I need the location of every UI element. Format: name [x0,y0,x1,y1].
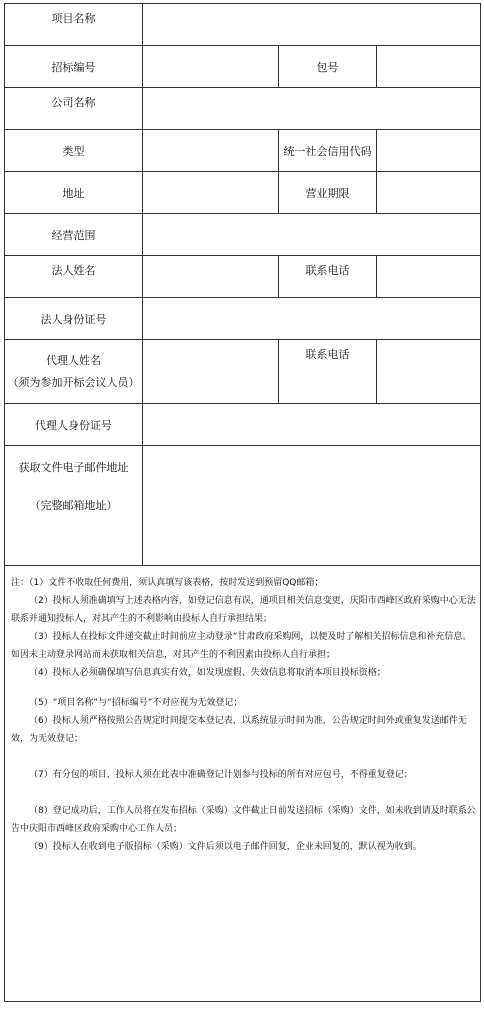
contact-phone-label: 联系电话 [279,256,377,298]
company-name-field[interactable] [143,88,481,130]
agent-id-label: 代理人身份证号 [5,404,143,446]
note-7: （7）有分包的项目，投标人须在此表中准确登记计划参与投标的所有对应包号，不得重复登记； [29,770,413,780]
type-label: 类型 [5,130,143,172]
package-number-field[interactable] [377,46,481,88]
agent-id-field[interactable] [143,404,481,446]
note-9: （9）投标人在收到电子版招标（采购）文件后须以电子邮件回复，企业未回复的，默认视为收到。 [29,842,422,852]
legal-id-label: 法人身份证号 [5,298,143,340]
business-term-field[interactable] [377,172,481,214]
project-name-field[interactable] [143,4,481,46]
bid-number-label: 招标编号 [5,46,143,88]
legal-person-field[interactable] [143,256,279,298]
note-6: （6）投标人须严格按照公告规定时间提交本登记表，以系统显示时间为准，公告规定时间外或重复发送邮件无效，为无效登记； [11,716,467,744]
bid-number-field[interactable] [143,46,279,88]
legal-person-label: 法人姓名 [5,256,143,298]
notes-cell [5,566,481,1002]
company-name-label: 公司名称 [5,88,143,130]
note-2: （2）投标人须准确填写上述表格内容，如登记信息有误，通项目相关信息变更，庆阳市西峰区政府采购中心无法联系并通知投标人，对其产生的不利影响由投标人自行承担结果； [11,596,476,624]
agent-name-note: （须为参加开标会议人员） [7,375,140,389]
note-1: 注：（1）文件不收取任何费用，须认真填写该表格，按时发送到预留QQ邮箱； [11,578,324,588]
note-5: （5）“项目名称”与“招标编号”不对应视为无效登记； [29,698,243,708]
agent-name-field[interactable] [143,340,279,404]
business-scope-field[interactable] [143,214,481,256]
note-8: （8）登记成功后，工作人员将在发布招标（采购）文件截止日前发送招标（采购）文件，如未收到请及时联系公告中庆阳市西峰区政府采购中心工作人员； [11,806,476,834]
credit-code-field[interactable] [377,130,481,172]
agent-phone-label: 联系电话 [279,340,377,404]
type-field[interactable] [143,130,279,172]
agent-phone-field[interactable] [377,340,481,404]
legal-id-field[interactable] [143,298,481,340]
note-3: （3）投标人在投标文件递交截止时间前应主动登录“甘肃政府采购网，以便及时了解相关招标信息和补充信息。如因未主动登录网站而未获取相关信息，对其产生的不利因素由投标人自行承担； [11,632,472,660]
business-scope-label: 经营范围 [5,214,143,256]
address-field[interactable] [143,172,279,214]
package-number-label: 包号 [279,46,377,88]
agent-name-cell [5,340,143,404]
project-name-label: 项目名称 [5,4,143,46]
email-note: （完整邮箱地址） [29,499,118,512]
email-field[interactable] [143,446,481,566]
address-label: 地址 [5,172,143,214]
registration-form [4,3,481,1002]
contact-phone-field[interactable] [377,256,481,298]
credit-code-label: 统一社会信用代码 [279,130,377,172]
email-label: 获取文件电子邮件地址 [18,461,129,474]
business-term-label: 营业期限 [279,172,377,214]
note-4: （4）投标人必须确保填写信息真实有效，如发现虚假、失效信息将取消本项目投标资格； [29,668,386,678]
email-cell [5,446,143,566]
agent-name-label: 代理人姓名 [46,353,101,367]
